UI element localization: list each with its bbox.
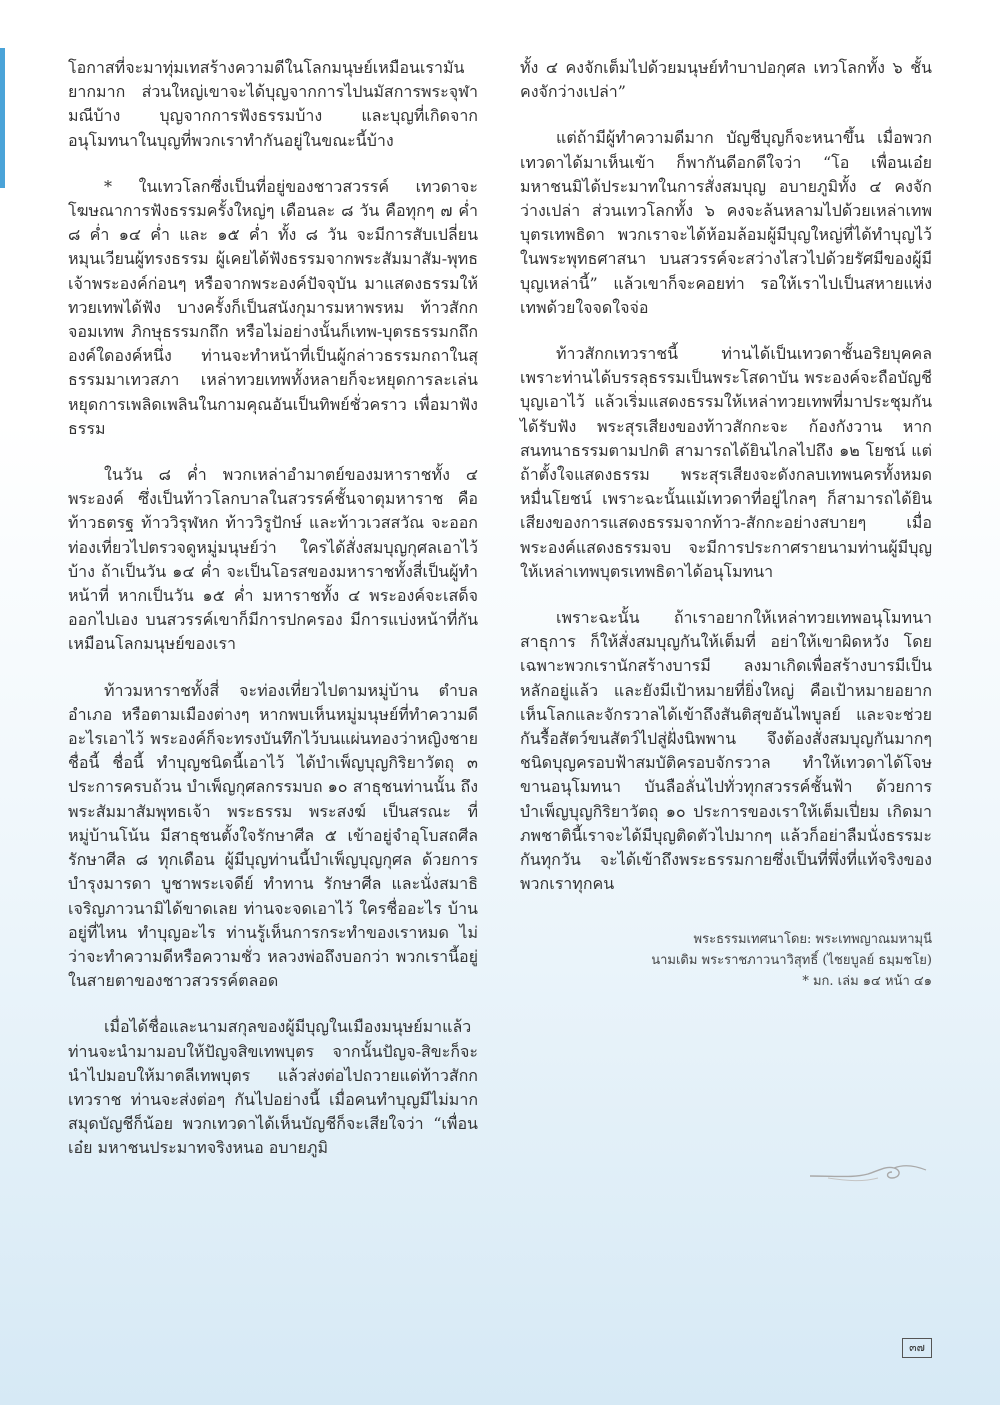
left-paragraph-4: ท้าวมหาราชทั้งสี่ จะท่องเที่ยวไปตามหมู่บ้าน ตำบล อำเภอ หรือตามเมืองต่างๆ หากพบเห็นหมู่มนุษย์ที่ทำความดีอะไรเอาไว้ พระองค์ก็จะทรงบันทึกไว้บนแผ่นทองว่าหญิงชายชื่อนี้ ชื่อนี้ ทำบุญชนิดนี้เอาไว้ ได้บำเพ็ญบุญกิริยาวัตถุ ๓ ประการครบถ้วน บำเพ็ญกุศลกรรมบถ ๑๐ สาธุชนท่านนั้น ถึงพระสัมมาสัมพุทธเจ้า พระธรรม พระสงฆ์ เป็นสรณะ ที่หมู่บ้านโน้น มีสาธุชนตั้งใจรักษาศีล ๕ เข้าอยู่จำอุโบสถศีล รักษาศีล ๘ ทุกเดือน ผู้มีบุญท่านนี้บำเพ็ญบุญกุศล ด้วยการบำรุงมารดา บูชาพระเจดีย์ ทำทาน รักษาศีล และนั่งสมาธิ เจริญภาวนามิได้ขาดเลย ท่านจะจดเอาไว้ ใครชื่ออะไร บ้านอยู่ที่ไหน ทำบุญอะไร ท่านรู้เห็นการกระทำของเราหมด ไม่ว่าจะทำความดีหรือความชั่ว หลวงพ่อถึงบอกว่า พวกเรานี้อยู่ในสายตาของชาวสวรรค์ตลอด [68, 680, 478, 991]
left-paragraph-5: เมื่อได้ชื่อและนามสกุลของผู้มีบุญในเมืองมนุษย์มาแล้ว ท่านจะนำมามอบให้ปัญจสิขเทพบุตร จากนั้นปัญจ-สิขะก็จะนำไปมอบให้มาตลีเทพบุตร แล้วส่งต่อไปถวายแด่ท้าวสักกเทวราช ท่านจะส่งต่อๆ กันไปอย่างนี้ เมื่อคนทำบุญมีไม่มาก สมุดบัญชีก็น้อย พวกเทวดาได้เห็นบัญชีก็จะเสียใจว่า “เพื่อนเอ๋ย มหาชนประมาทจริงหนอ อบายภูมิ [68, 1017, 478, 1158]
right-paragraph-3: ท้าวสักกเทวราชนี้ ท่านได้เป็นเทวดาชั้นอริยบุคคล เพราะท่านได้บรรลุธรรมเป็นพระโสดาบัน พระองค์จะถือบัญชีบุญเอาไว้ แล้วเริ่มแสดงธรรมให้เหล่าทวยเทพที่มาประชุมกันได้รับฟัง พระสุรเสียงของท้าวสักกะจะ ก้องกังวาน หากสนทนาธรรมตามปกติ สามารถได้ยินไกลไปถึง ๑๒ โยชน์ แต่ถ้าตั้งใจแสดงธรรม พระสุรเสียงจะดังกลบเทพนครทั้งหมดหมื่นโยชน์ เพราะฉะนั้นแม้เทวดาที่อยู่ไกลๆ ก็สามารถได้ยินเสียงของการแสดงธรรมจากท้าว-สักกะอย่างสบายๆ เมื่อพระองค์แสดงธรรมจบ จะมีการประกาศรายนามท่านผู้มีบุญ ให้เหล่าเทพบุตรเทพธิดาได้อนุโมทนา [520, 344, 932, 581]
credit-line-3: * มก. เล่ม ๑๔ หน้า ๔๑ [802, 973, 932, 989]
credit-line-1: พระธรรมเทศนาโดย: พระเทพญาณมหามุนี [693, 931, 932, 947]
right-paragraph-4: เพราะฉะนั้น ถ้าเราอยากให้เหล่าทวยเทพอนุโมทนาสาธุการ ก็ให้สั่งสมบุญกันให้เต็มที่ อย่าให้เขาผิดหวัง โดยเฉพาะพวกเรานักสร้างบารมี ลงมาเกิดเพื่อสร้างบารมีเป็นหลักอยู่แล้ว และยังมีเป้าหมายที่ยิ่งใหญ่ คือเป้าหมายอยากเห็นโลกและจักรวาลได้เข้าถึงสันติสุขอันไพบูลย์ และจะช่วยกันรื้อสัตว์ขนสัตว์ไปสู่ฝั่งนิพพาน จึงต้องสั่งสมบุญกันมากๆ ชนิดบุญครอบฟ้าสมบัติครอบจักรวาล ทำให้เทวดาได้โจษขานอนุโมทนา บันลือลั่นไปทั่วทุกสวรรค์ชั้นฟ้า ด้วยการบำเพ็ญบุญกิริยาวัตถุ ๑๐ ประการของเราให้เต็มเปี่ยม เกิดมาภพชาตินี้เราจะได้มีบุญติดตัวไปมากๆ แล้วก็อย่าลืมนั่งธรรมะกันทุกวัน จะได้เข้าถึงพระธรรมกายซึ่งเป็นที่พึ่งที่แท้จริงของพวกเราทุกคน [520, 608, 932, 894]
left-column [68, 56, 478, 1183]
edge-accent-bar [0, 48, 5, 188]
right-paragraph-2: แต่ถ้ามีผู้ทำความดีมาก บัญชีบุญก็จะหนาขึ้น เมื่อพวกเทวดาได้มาเห็นเข้า ก็พากันดีอกดีใจว่า “โอ เพื่อนเอ๋ย มหาชนมิได้ประมาทในการสั่งสมบุญ อบายภูมิทั้ง ๔ คงจักว่างเปล่า ส่วนเทวโลกทั้ง ๖ คงจะล้นหลามไปด้วยเหล่าเทพบุตรเทพธิดา พวกเราจะได้ห้อมล้อมผู้มีบุญใหญ่ที่ได้ทำบุญไว้ในพระพุทธศาสนา บนสวรรค์จะสว่างไสวไปด้วยรัศมีของผู้มีบุญเหล่านี้” แล้วเขาก็จะคอยท่า รอให้เราไปเป็นสหายแห่งเทพด้วยใจจดใจจ่อ [520, 128, 932, 317]
right-paragraph-1: ทั้ง ๔ คงจักเต็มไปด้วยมนุษย์ทำบาปอกุศล เทวโลกทั้ง ๖ ชั้นคงจักว่างเปล่า” [520, 58, 932, 102]
right-column [520, 56, 932, 992]
left-paragraph-2: * ในเทวโลกซึ่งเป็นที่อยู่ของชาวสวรรค์ เทวดาจะโฆษณาการฟังธรรมครั้งใหญ่ๆ เดือนละ ๘ วัน คือทุกๆ ๗ ค่ำ ๘ ค่ำ ๑๔ ค่ำ และ ๑๕ ค่ำ ทั้ง ๘ วัน จะมีการสับเปลี่ยนหมุนเวียนผู้ทรงธรรม ผู้เคยได้ฟังธรรมจากพระสัมมาสัม-พุทธเจ้าพระองค์ก่อนๆ หรือจากพระองค์ปัจจุบัน มาแสดงธรรมให้ทวยเทพได้ฟัง บางครั้งก็เป็นสนังกุมารมหาพรหม ท้าวสักกจอมเทพ ภิกษุธรรมกถึก หรือไม่อย่างนั้นก็เทพ-บุตรธรรมกถึกองค์ใดองค์หนึ่ง ท่านจะทำหน้าที่เป็นผู้กล่าวธรรมกถาในสุธรรมมาเทวสภา เหล่าทวยเทพทั้งหลายก็จะหยุดการละเล่น หยุดการเพลิดเพลินในกามคุณอันเป็นทิพย์ชั่วคราว เพื่อมาฟังธรรม [68, 176, 478, 438]
sermon-credit [520, 929, 932, 992]
swirl-flourish-icon [808, 1160, 928, 1186]
credit-line-2: นามเดิม พระราชภาวนาวิสุทธิ์ (ไชยบูลย์ ธมฺมชโย) [651, 952, 932, 968]
page-number: ๓๗ [902, 1338, 932, 1358]
left-paragraph-3: ในวัน ๘ ค่ำ พวกเหล่าอำมาตย์ของมหาราชทั้ง ๔ พระองค์ ซึ่งเป็นท้าวโลกบาลในสวรรค์ชั้นจาตุมหาราช คือ ท้าวธตรฐ ท้าววิรุฬหก ท้าววิรูปักษ์ และท้าวเวสสวัณ จะออกท่องเที่ยวไปตรวจดูหมู่มนุษย์ว่า ใครได้สั่งสมบุญกุศลเอาไว้บ้าง ถ้าเป็นวัน ๑๔ ค่ำ จะเป็นโอรสของมหาราชทั้งสี่เป็นผู้ทำหน้าที่ หากเป็นวัน ๑๕ ค่ำ มหาราชทั้ง ๔ พระองค์จะเสด็จออกไปเอง บนสวรรค์เขาก็มีการปกครอง มีการแบ่งหน้าที่กันเหมือนโลกมนุษย์ของเรา [68, 465, 478, 654]
left-paragraph-1: โอกาสที่จะมาทุ่มเทสร้างความดีในโลกมนุษย์เหมือนเรามันยากมาก ส่วนใหญ่เขาจะได้บุญจากการไปนมัสการพระจุฬามณีบ้าง บุญจากการฟังธรรมบ้าง และบุญที่เกิดจากอนุโมทนาในบุญที่พวกเราทำกันอยู่ในขณะนี้บ้าง [68, 58, 478, 150]
